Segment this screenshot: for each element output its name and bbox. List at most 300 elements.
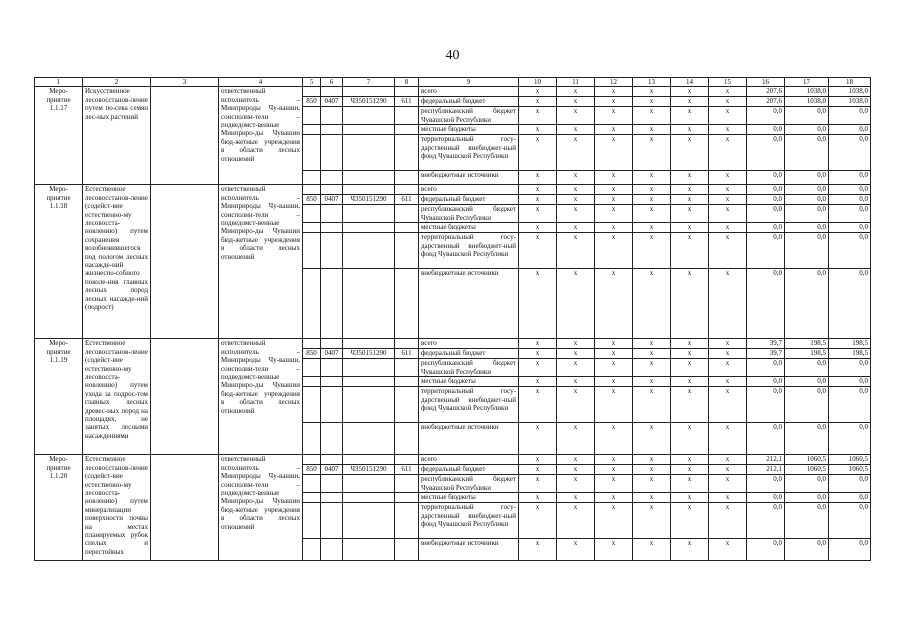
- year-value-x: x: [595, 503, 633, 539]
- value-col17: 0,0: [785, 107, 829, 125]
- year-value-x: x: [557, 185, 595, 195]
- year-value-x: x: [595, 195, 633, 205]
- year-value-x: x: [633, 269, 671, 339]
- code-target-article: [343, 233, 395, 269]
- value-col17: 1038,0: [785, 97, 829, 107]
- value-col17: 0,0: [785, 387, 829, 423]
- year-value-x: x: [595, 359, 633, 377]
- code-grbs: [303, 107, 321, 125]
- value-col16: 0,0: [747, 205, 785, 223]
- code-expense-type: 611: [395, 465, 419, 475]
- year-value-x: x: [709, 97, 747, 107]
- year-value-x: x: [633, 377, 671, 387]
- code-section: [321, 475, 343, 493]
- year-value-x: x: [671, 97, 709, 107]
- year-value-x: x: [595, 423, 633, 455]
- year-value-x: x: [633, 205, 671, 223]
- code-target-article: [343, 171, 395, 185]
- value-col16: 0,0: [747, 359, 785, 377]
- year-value-x: x: [519, 493, 557, 503]
- value-col18: 0,0: [829, 359, 871, 377]
- year-value-x: x: [671, 387, 709, 423]
- year-value-x: x: [709, 465, 747, 475]
- column-number: 13: [633, 78, 671, 87]
- funding-source: федеральный бюджет: [419, 195, 519, 205]
- value-col16: 0,0: [747, 475, 785, 493]
- value-col18: 0,0: [829, 171, 871, 185]
- year-value-x: x: [633, 107, 671, 125]
- budget-table: [34, 77, 871, 561]
- year-value-x: x: [633, 387, 671, 423]
- value-col17: 0,0: [785, 493, 829, 503]
- code-section: [321, 359, 343, 377]
- year-value-x: x: [557, 465, 595, 475]
- value-col17: 0,0: [785, 205, 829, 223]
- value-col18: 1060,5: [829, 465, 871, 475]
- value-col16: 0,0: [747, 107, 785, 125]
- measure-name: Искусственное лесовосстанов-ление путем по-сева семян лес-ных растений: [83, 87, 151, 185]
- year-value-x: x: [633, 195, 671, 205]
- value-col18: 1038,0: [829, 87, 871, 97]
- measure-code: Меро- приятие 1.1.17: [35, 87, 83, 185]
- code-target-article: Ч350151290: [343, 465, 395, 475]
- code-section: 0407: [321, 465, 343, 475]
- year-value-x: x: [633, 125, 671, 135]
- funding-source: территориальный госу-дарственный внебюджет-ный фонд Чувашской Республики: [419, 387, 519, 423]
- code-target-article: [343, 423, 395, 455]
- year-value-x: x: [709, 107, 747, 125]
- value-col18: 0,0: [829, 205, 871, 223]
- code-section: [321, 503, 343, 539]
- year-value-x: x: [595, 465, 633, 475]
- code-target-article: [343, 339, 395, 349]
- year-value-x: x: [557, 493, 595, 503]
- funding-source: внебюджетные источники: [419, 423, 519, 455]
- measure-name: Естественное лесовосстанов-ление (содейст-вие естественно-му лесовосста-новлению) путем минерализации поверхности почвы на местах планируемых рубок спелых и перестойных: [83, 455, 151, 561]
- year-value-x: x: [519, 233, 557, 269]
- funding-source: республиканский бюджет Чувашской Республики: [419, 205, 519, 223]
- measure-name: Естественное лесовосстанов-ление (содейст-вие естественно-му лесовосста-новлению) путем ухода за подрос-том главных лесных древес-ных пород на площадях, не занятых лесными насаждениями: [83, 339, 151, 455]
- measure-code: Меро- приятие 1.1.18: [35, 185, 83, 339]
- year-value-x: x: [519, 195, 557, 205]
- year-value-x: x: [557, 377, 595, 387]
- funding-source: местные бюджеты: [419, 125, 519, 135]
- year-value-x: x: [519, 223, 557, 233]
- year-value-x: x: [671, 135, 709, 171]
- year-value-x: x: [709, 339, 747, 349]
- column-number: 11: [557, 78, 595, 87]
- code-expense-type: [395, 387, 419, 423]
- year-value-x: x: [633, 135, 671, 171]
- code-section: [321, 339, 343, 349]
- year-value-x: x: [709, 269, 747, 339]
- year-value-x: x: [557, 87, 595, 97]
- code-grbs: [303, 87, 321, 97]
- code-grbs: [303, 135, 321, 171]
- funding-source: всего: [419, 185, 519, 195]
- year-value-x: x: [671, 493, 709, 503]
- code-grbs: [303, 125, 321, 135]
- code-grbs: 850: [303, 349, 321, 359]
- code-expense-type: [395, 493, 419, 503]
- code-grbs: 850: [303, 465, 321, 475]
- year-value-x: x: [671, 359, 709, 377]
- code-expense-type: [395, 233, 419, 269]
- value-col16: 0,0: [747, 377, 785, 387]
- code-expense-type: 611: [395, 97, 419, 107]
- funding-source: местные бюджеты: [419, 223, 519, 233]
- funding-source: внебюджетные источники: [419, 539, 519, 561]
- code-expense-type: 611: [395, 349, 419, 359]
- column-number: 6: [321, 78, 343, 87]
- code-target-article: [343, 185, 395, 195]
- year-value-x: x: [595, 475, 633, 493]
- code-section: [321, 185, 343, 195]
- code-target-article: [343, 539, 395, 561]
- year-value-x: x: [595, 349, 633, 359]
- year-value-x: x: [709, 493, 747, 503]
- year-value-x: x: [709, 475, 747, 493]
- year-value-x: x: [633, 539, 671, 561]
- code-section: 0407: [321, 349, 343, 359]
- table-row: [35, 185, 871, 195]
- year-value-x: x: [595, 171, 633, 185]
- code-section: [321, 493, 343, 503]
- year-value-x: x: [709, 233, 747, 269]
- year-value-x: x: [557, 339, 595, 349]
- year-value-x: x: [557, 359, 595, 377]
- column-number: 10: [519, 78, 557, 87]
- year-value-x: x: [519, 377, 557, 387]
- code-target-article: Ч350151290: [343, 195, 395, 205]
- code-expense-type: [395, 171, 419, 185]
- year-value-x: x: [633, 97, 671, 107]
- year-value-x: x: [709, 125, 747, 135]
- value-col17: 1060,5: [785, 465, 829, 475]
- year-value-x: x: [557, 97, 595, 107]
- year-value-x: x: [709, 185, 747, 195]
- code-target-article: [343, 87, 395, 97]
- page-number: 40: [445, 48, 460, 63]
- code-target-article: [343, 223, 395, 233]
- value-col16: 207,6: [747, 87, 785, 97]
- value-col17: 0,0: [785, 233, 829, 269]
- year-value-x: x: [633, 223, 671, 233]
- year-value-x: x: [519, 171, 557, 185]
- funding-source: всего: [419, 87, 519, 97]
- year-value-x: x: [519, 359, 557, 377]
- code-grbs: [303, 171, 321, 185]
- year-value-x: x: [519, 455, 557, 465]
- code-target-article: [343, 125, 395, 135]
- funding-source: федеральный бюджет: [419, 465, 519, 475]
- column-number: 8: [395, 78, 419, 87]
- year-value-x: x: [557, 195, 595, 205]
- value-col17: 1038,0: [785, 87, 829, 97]
- code-grbs: [303, 269, 321, 339]
- value-col16: 0,0: [747, 125, 785, 135]
- year-value-x: x: [595, 387, 633, 423]
- code-target-article: [343, 135, 395, 171]
- responsible-executor: ответственный исполнитель – Минприроды Чу-вашии, соисполни-тели – подведомст-венные Минприро-ды Чувашии бюд-жетные учреждения в области лесных отношений: [219, 185, 303, 339]
- code-grbs: [303, 475, 321, 493]
- year-value-x: x: [519, 387, 557, 423]
- funding-source: республиканский бюджет Чувашской Республики: [419, 475, 519, 493]
- value-col16: 0,0: [747, 223, 785, 233]
- funding-source: местные бюджеты: [419, 493, 519, 503]
- value-col16: 0,0: [747, 269, 785, 339]
- funding-source: республиканский бюджет Чувашской Республики: [419, 359, 519, 377]
- year-value-x: x: [671, 503, 709, 539]
- code-grbs: [303, 185, 321, 195]
- code-expense-type: [395, 135, 419, 171]
- funding-source: внебюджетные источники: [419, 269, 519, 339]
- code-expense-type: [395, 87, 419, 97]
- value-col17: 1060,5: [785, 455, 829, 465]
- value-col17: 0,0: [785, 377, 829, 387]
- year-value-x: x: [557, 269, 595, 339]
- year-value-x: x: [709, 349, 747, 359]
- year-value-x: x: [595, 493, 633, 503]
- value-col16: 0,0: [747, 171, 785, 185]
- measure-col3: [151, 339, 219, 455]
- year-value-x: x: [671, 349, 709, 359]
- year-value-x: x: [633, 185, 671, 195]
- year-value-x: x: [633, 493, 671, 503]
- year-value-x: x: [633, 233, 671, 269]
- value-col16: 0,0: [747, 185, 785, 195]
- value-col17: 0,0: [785, 269, 829, 339]
- code-target-article: [343, 269, 395, 339]
- value-col16: 207,6: [747, 97, 785, 107]
- value-col16: 0,0: [747, 135, 785, 171]
- funding-source: федеральный бюджет: [419, 349, 519, 359]
- year-value-x: x: [519, 125, 557, 135]
- measure-col3: [151, 87, 219, 185]
- year-value-x: x: [671, 223, 709, 233]
- year-value-x: x: [519, 539, 557, 561]
- column-number: 2: [83, 78, 151, 87]
- value-col16: 0,0: [747, 387, 785, 423]
- column-number: 17: [785, 78, 829, 87]
- year-value-x: x: [671, 423, 709, 455]
- year-value-x: x: [709, 503, 747, 539]
- year-value-x: x: [557, 455, 595, 465]
- code-section: [321, 125, 343, 135]
- year-value-x: x: [709, 223, 747, 233]
- year-value-x: x: [671, 339, 709, 349]
- year-value-x: x: [671, 377, 709, 387]
- code-target-article: Ч350151290: [343, 349, 395, 359]
- column-number: 7: [343, 78, 395, 87]
- funding-source: местные бюджеты: [419, 377, 519, 387]
- code-expense-type: [395, 107, 419, 125]
- value-col18: 1038,0: [829, 97, 871, 107]
- code-expense-type: [395, 539, 419, 561]
- year-value-x: x: [633, 87, 671, 97]
- funding-source: территориальный госу-дарственный внебюджет-ный фонд Чувашской Республики: [419, 503, 519, 539]
- year-value-x: x: [709, 171, 747, 185]
- year-value-x: x: [671, 87, 709, 97]
- year-value-x: x: [671, 107, 709, 125]
- measure-name: Естественное лесовосстанов-ление (содейст-вие естественно-му лесовосста-новлению) путем сохранения возобновившегося под пологом лесных насажде-ний жизнеспо-собного поколе-ния главных лесных пород лесных насажде-ний (подрост): [83, 185, 151, 339]
- value-col18: 0,0: [829, 377, 871, 387]
- measure-code: Меро- приятие 1.1.20: [35, 455, 83, 561]
- year-value-x: x: [519, 205, 557, 223]
- year-value-x: x: [595, 223, 633, 233]
- year-value-x: x: [557, 539, 595, 561]
- measure-code: Меро- приятие 1.1.19: [35, 339, 83, 455]
- code-target-article: [343, 493, 395, 503]
- year-value-x: x: [671, 539, 709, 561]
- value-col16: 0,0: [747, 503, 785, 539]
- year-value-x: x: [671, 465, 709, 475]
- code-expense-type: [395, 377, 419, 387]
- column-number: 18: [829, 78, 871, 87]
- value-col16: 39,7: [747, 339, 785, 349]
- value-col17: 0,0: [785, 125, 829, 135]
- column-number: 16: [747, 78, 785, 87]
- column-number: 12: [595, 78, 633, 87]
- year-value-x: x: [519, 135, 557, 171]
- code-section: [321, 269, 343, 339]
- code-section: [321, 223, 343, 233]
- year-value-x: x: [709, 205, 747, 223]
- value-col18: 198,5: [829, 339, 871, 349]
- code-grbs: [303, 359, 321, 377]
- value-col16: 0,0: [747, 493, 785, 503]
- value-col18: 0,0: [829, 423, 871, 455]
- value-col16: 39,7: [747, 349, 785, 359]
- year-value-x: x: [595, 205, 633, 223]
- value-col18: 0,0: [829, 387, 871, 423]
- value-col17: 198,5: [785, 349, 829, 359]
- measure-col3: [151, 185, 219, 339]
- year-value-x: x: [557, 107, 595, 125]
- table-row: [35, 455, 871, 465]
- value-col16: 212,1: [747, 455, 785, 465]
- code-expense-type: [395, 223, 419, 233]
- value-col18: 198,5: [829, 349, 871, 359]
- code-target-article: [343, 455, 395, 465]
- value-col16: 0,0: [747, 233, 785, 269]
- code-section: [321, 107, 343, 125]
- value-col16: 0,0: [747, 195, 785, 205]
- year-value-x: x: [595, 233, 633, 269]
- year-value-x: x: [557, 205, 595, 223]
- year-value-x: x: [557, 475, 595, 493]
- code-target-article: [343, 205, 395, 223]
- year-value-x: x: [557, 423, 595, 455]
- table-row: [35, 87, 871, 97]
- code-target-article: [343, 503, 395, 539]
- year-value-x: x: [671, 269, 709, 339]
- year-value-x: x: [671, 125, 709, 135]
- year-value-x: x: [557, 233, 595, 269]
- value-col18: 0,0: [829, 107, 871, 125]
- value-col17: 0,0: [785, 223, 829, 233]
- year-value-x: x: [671, 205, 709, 223]
- code-target-article: Ч350151290: [343, 97, 395, 107]
- value-col18: 0,0: [829, 233, 871, 269]
- code-section: 0407: [321, 97, 343, 107]
- year-value-x: x: [519, 97, 557, 107]
- year-value-x: x: [709, 539, 747, 561]
- code-expense-type: [395, 423, 419, 455]
- year-value-x: x: [519, 339, 557, 349]
- year-value-x: x: [709, 87, 747, 97]
- value-col17: 0,0: [785, 185, 829, 195]
- code-expense-type: [395, 205, 419, 223]
- funding-source: федеральный бюджет: [419, 97, 519, 107]
- year-value-x: x: [595, 185, 633, 195]
- funding-source: территориальный госу-дарственный внебюджет-ный фонд Чувашской Республики: [419, 233, 519, 269]
- year-value-x: x: [595, 269, 633, 339]
- value-col17: 0,0: [785, 539, 829, 561]
- year-value-x: x: [633, 475, 671, 493]
- code-section: [321, 423, 343, 455]
- code-grbs: [303, 503, 321, 539]
- year-value-x: x: [633, 455, 671, 465]
- code-section: [321, 539, 343, 561]
- year-value-x: x: [557, 125, 595, 135]
- year-value-x: x: [671, 185, 709, 195]
- code-expense-type: [395, 359, 419, 377]
- code-expense-type: [395, 125, 419, 135]
- responsible-executor: ответственный исполнитель – Минприроды Чу-вашии, соисполни-тели – подведомст-венные Минприро-ды Чувашии бюд-жетные учреждения в области лесных отношений: [219, 87, 303, 185]
- value-col18: 0,0: [829, 493, 871, 503]
- code-section: [321, 233, 343, 269]
- funding-source: внебюджетные источники: [419, 171, 519, 185]
- responsible-executor: ответственный исполнитель – Минприроды Чу-вашии, соисполни-тели – подведомст-венные Минприро-ды Чувашии бюд-жетные учреждения в области лесных отношений: [219, 455, 303, 561]
- code-grbs: [303, 423, 321, 455]
- code-section: [321, 377, 343, 387]
- code-expense-type: 611: [395, 195, 419, 205]
- value-col17: 0,0: [785, 135, 829, 171]
- column-number: 1: [35, 78, 83, 87]
- year-value-x: x: [633, 423, 671, 455]
- year-value-x: x: [709, 377, 747, 387]
- year-value-x: x: [595, 339, 633, 349]
- code-target-article: [343, 377, 395, 387]
- year-value-x: x: [671, 195, 709, 205]
- year-value-x: x: [709, 135, 747, 171]
- value-col17: 0,0: [785, 359, 829, 377]
- funding-source: республиканский бюджет Чувашской Республики: [419, 107, 519, 125]
- year-value-x: x: [671, 475, 709, 493]
- value-col17: 0,0: [785, 171, 829, 185]
- code-section: [321, 387, 343, 423]
- code-target-article: [343, 387, 395, 423]
- year-value-x: x: [557, 387, 595, 423]
- year-value-x: x: [709, 359, 747, 377]
- column-number: 5: [303, 78, 321, 87]
- code-grbs: [303, 387, 321, 423]
- funding-source: всего: [419, 455, 519, 465]
- column-number: 9: [419, 78, 519, 87]
- code-expense-type: [395, 185, 419, 195]
- responsible-executor: ответственный исполнитель – Минприроды Чу-вашии, соисполни-тели – подведомст-венные Минприро-ды Чувашии бюд-жетные учреждения в области лесных отношений: [219, 339, 303, 455]
- year-value-x: x: [633, 339, 671, 349]
- value-col18: 0,0: [829, 475, 871, 493]
- year-value-x: x: [519, 349, 557, 359]
- code-target-article: [343, 475, 395, 493]
- code-grbs: [303, 205, 321, 223]
- column-number: 4: [219, 78, 303, 87]
- year-value-x: x: [633, 349, 671, 359]
- code-grbs: [303, 233, 321, 269]
- code-expense-type: [395, 269, 419, 339]
